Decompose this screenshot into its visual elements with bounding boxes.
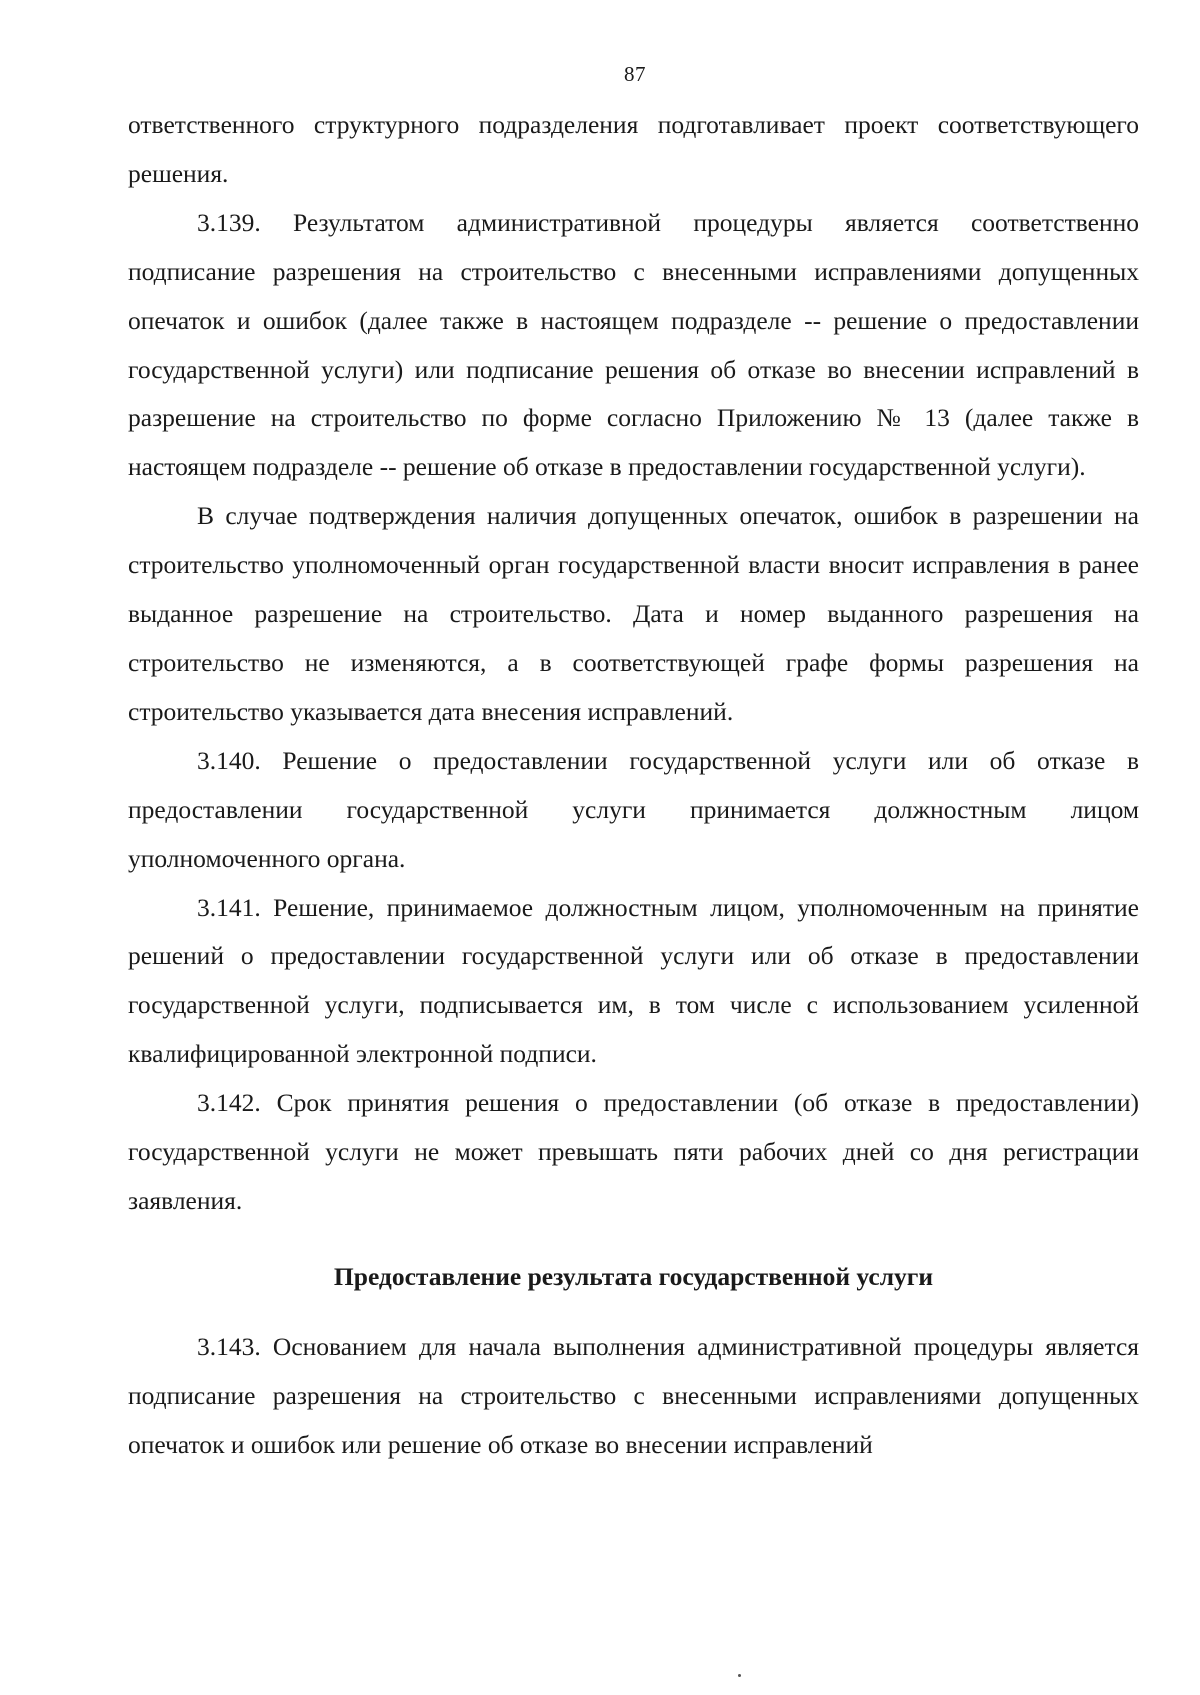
paragraph-correction-case: В случае подтверждения наличия допущенных опечаток, ошибок в разрешении на строительство уполномоченный орган государственной власти вносит исправления в ранее выданное разрешение на строительство. Дата и номер выданного разрешения на строительство не изменяются, а в соответствующей графе формы разрешения на строительство указывается дата внесения исправлений. (128, 501, 1139, 726)
page-number: 87 (624, 62, 646, 86)
paragraph-3-140: 3.140. Решение о предоставлении государственной услуги или об отказе в предоставлении государственной услуги принимается должностным лицом уполномоченного органа. (128, 745, 1139, 873)
paragraph-3-139: 3.139. Результатом административной процедуры является соответственно подписание разрешения на строительство с внесенными исправлениями допущенных опечаток и ошибок (далее также в настоящем подразделе -- решение о предоставлении государственной услуги) или подписание решения об отказе во внесении исправлений в разрешение на строительство по форме согласно Приложению № 13 (далее также в настоящем подразделе -- решение об отказе в предоставлении государственной услуги). (128, 207, 1139, 482)
scan-speck (738, 1674, 741, 1677)
document-body (128, 101, 1139, 1469)
paragraph-3-141: 3.141. Решение, принимаемое должностным лицом, уполномоченным на принятие решений о предоставлении государственной услуги или об отказе в предоставлении государственной услуги, подписывается им, в том числе с использованием усиленной квалифицированной электронной подписи. (128, 892, 1139, 1069)
paragraph-continuation: ответственного структурного подразделения подготавливает проект соответствующего решения. (128, 110, 1139, 188)
section-heading: Предоставление результата государственной услуги (333, 1261, 934, 1291)
paragraph-3-143: 3.143. Основанием для начала выполнения административной процедуры является подписание разрешения на строительство с внесенными исправлениями допущенных опечаток и ошибок или решение об отказе во внесении исправлений (128, 1331, 1139, 1459)
paragraph-3-142: 3.142. Срок принятия решения о предоставлении (об отказе в предоставлении) государственной услуги не может превышать пяти рабочих дней со дня регистрации заявления. (128, 1088, 1139, 1215)
